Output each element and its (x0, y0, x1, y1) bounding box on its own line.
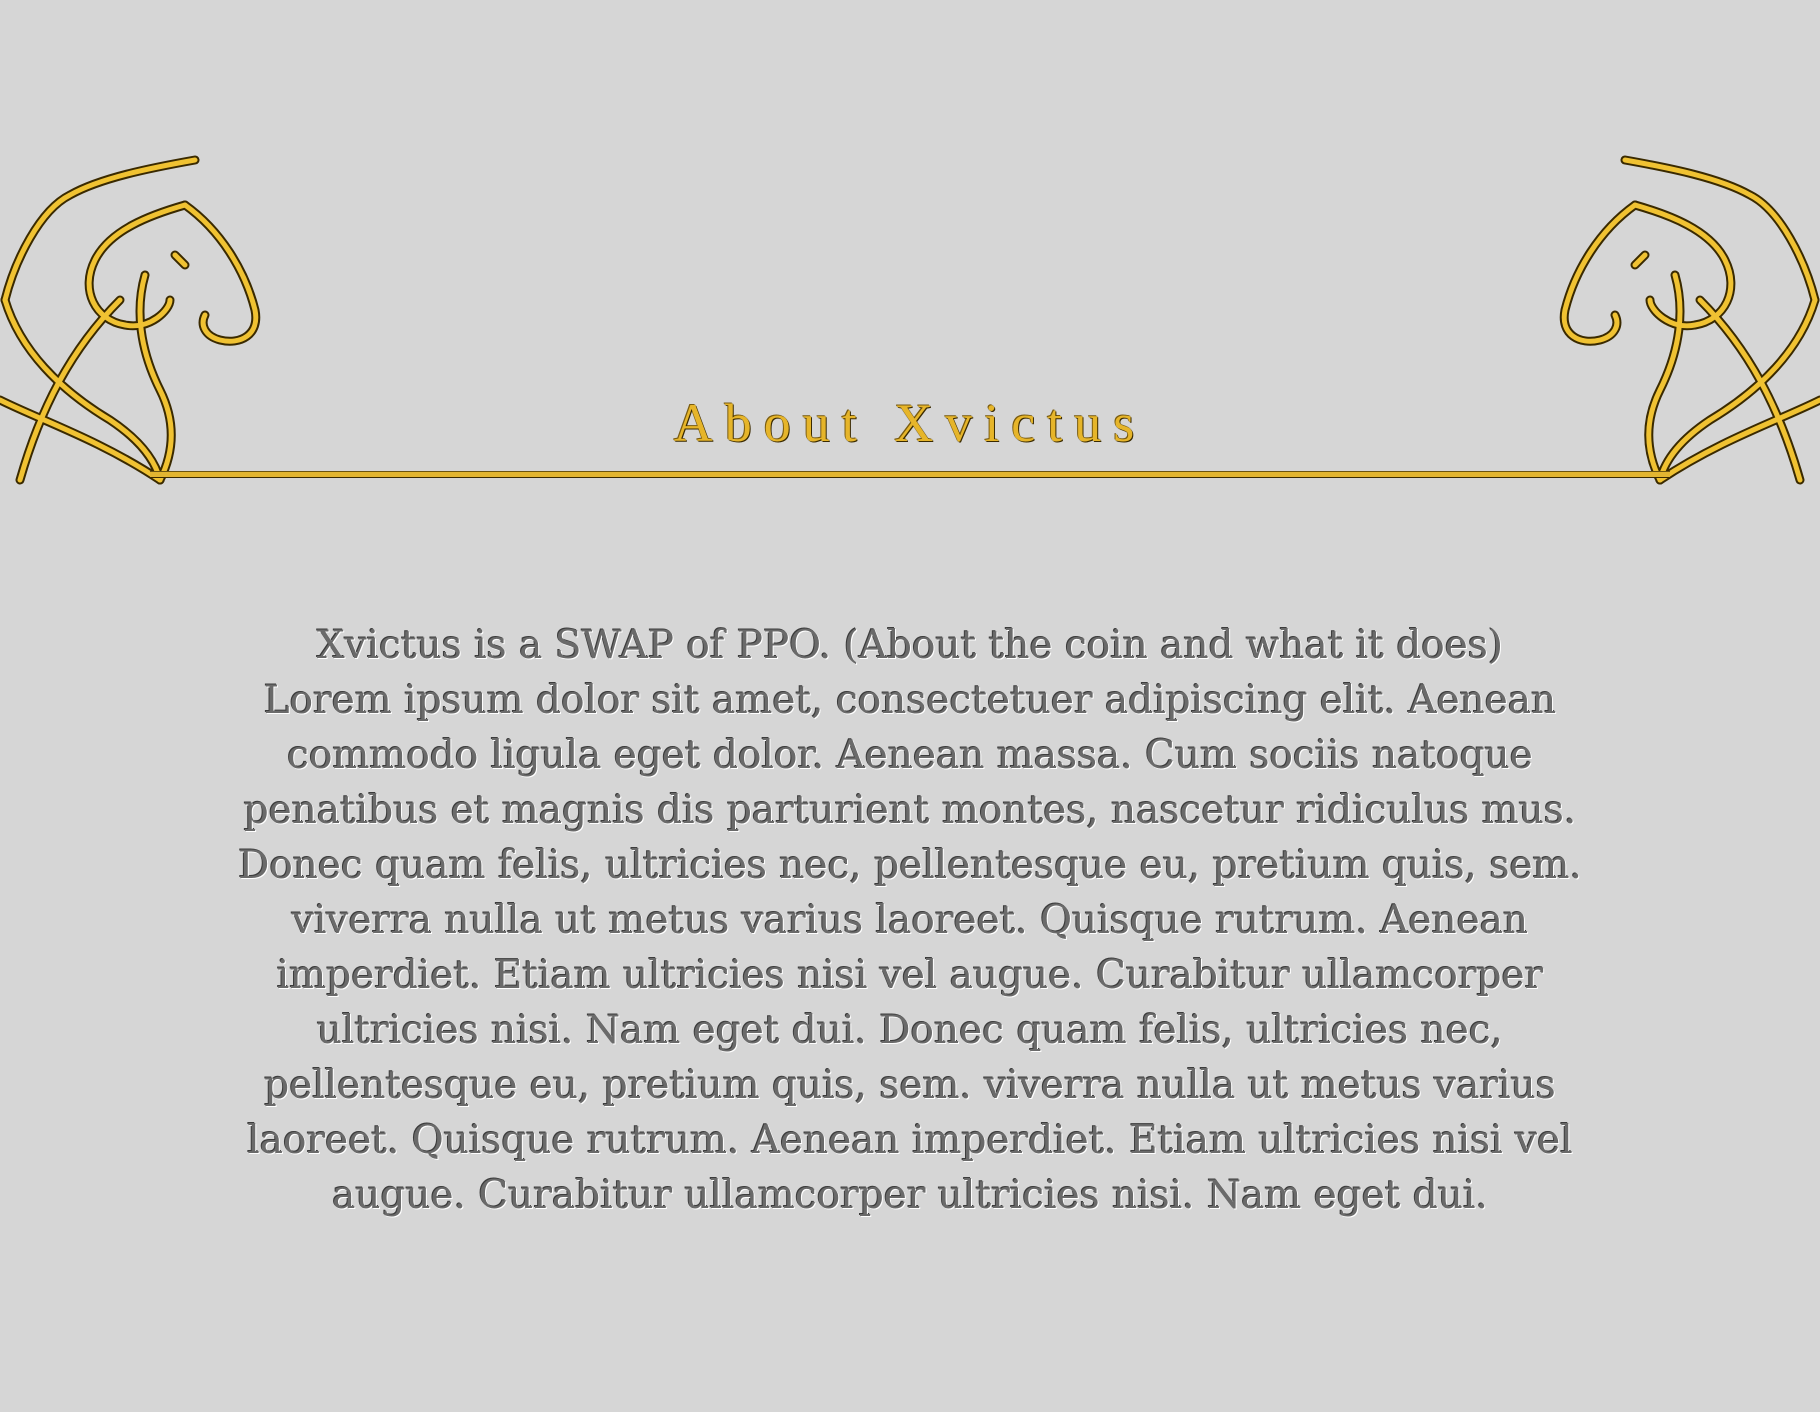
body-paragraph: Lorem ipsum dolor sit amet, consectetuer adipiscing elit. Aenean commodo ligula eget dolor. Aenean massa. Cum sociis natoque penatibus et magnis dis parturient montes, nascetur ridiculus mus. Donec quam felis, ultricies nec, pellentesque eu, pretium quis, sem. viverra nulla ut metus varius laoreet. Quisque rutrum. Aenean imperdiet. Etiam ultricies nisi vel augue. Curabitur ullamcorper ultricies nisi. Nam eget dui. Donec quam felis, ultricies nec, pellentesque eu, pretium quis, sem. viverra nulla ut metus varius laoreet. Quisque rutrum. Aenean imperdiet. Etiam ultricies nisi vel augue. Curabitur ullamcorper ultricies nisi. Nam eget dui. (238, 678, 1582, 1218)
section-heading: About Xvictus (673, 393, 1147, 453)
heading-underline (150, 472, 1670, 477)
intro-line: Xvictus is a SWAP of PPO. (About the coin and what it does) (316, 623, 1504, 668)
about-text (190, 618, 1630, 1223)
